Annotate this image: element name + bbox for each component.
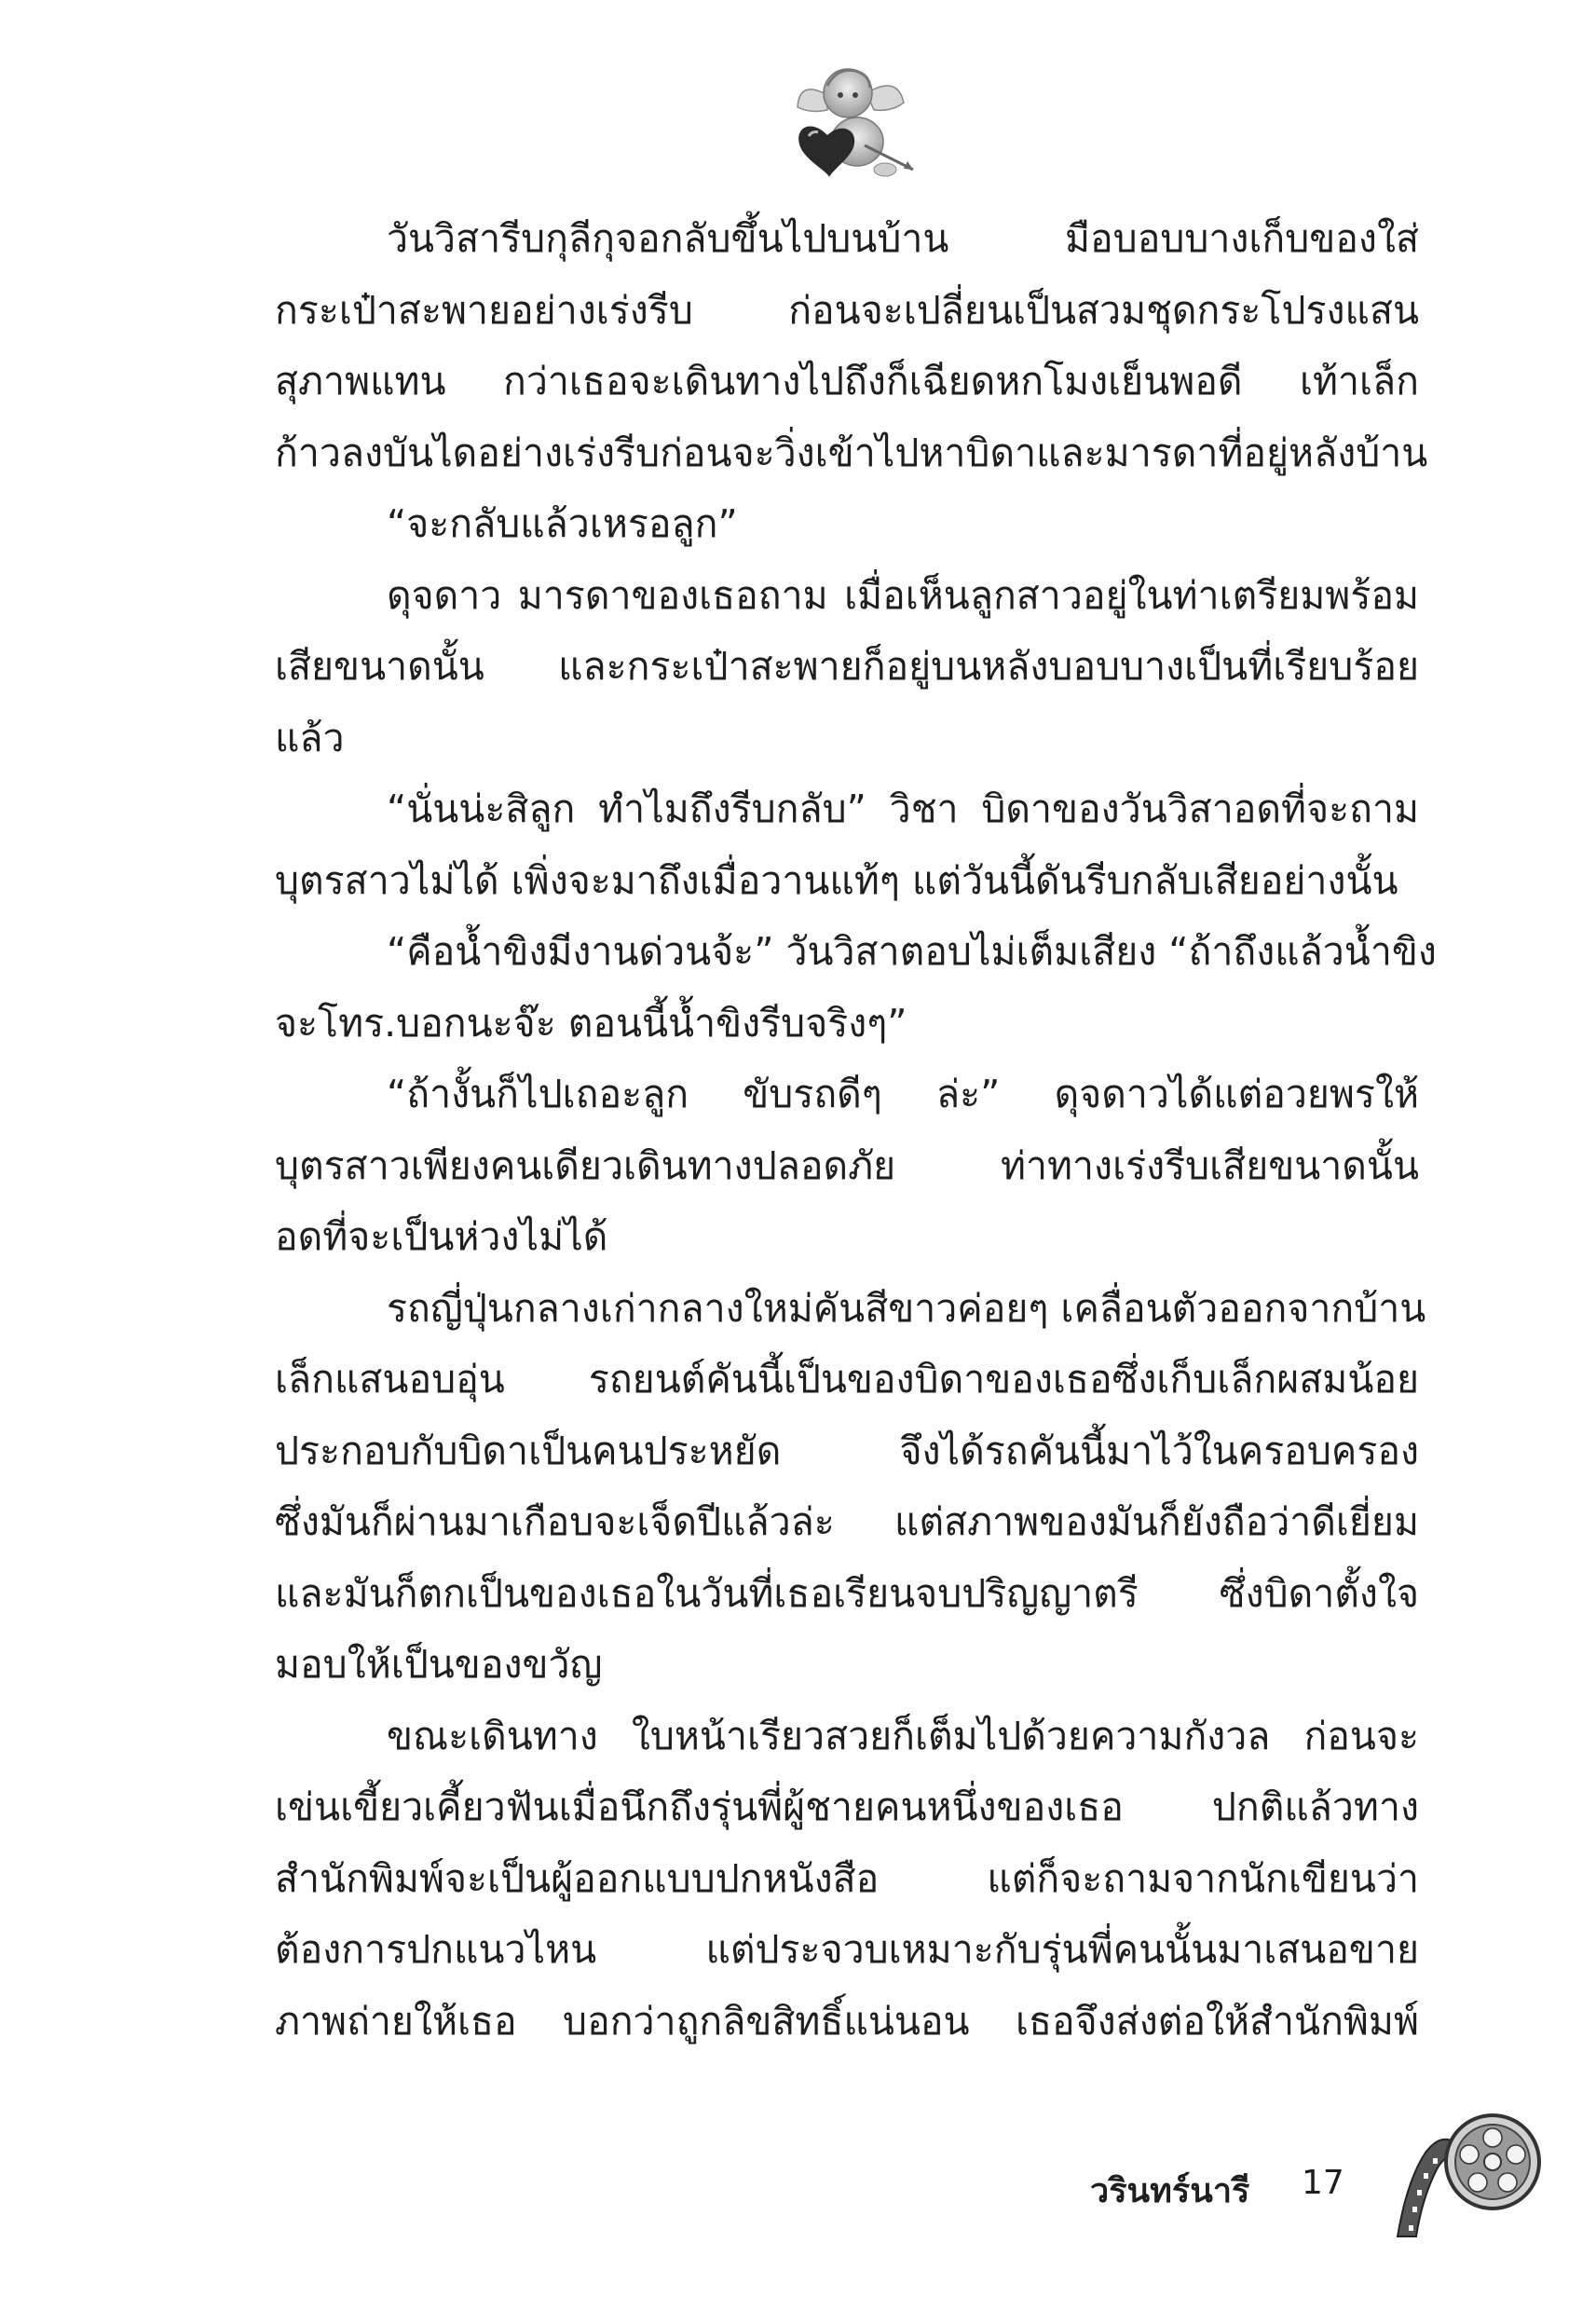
text-line: ต้องการปกแนวไหน แต่ประจวบเหมาะกับรุ่นพี่คนนั้นมาเสนอขาย: [275, 1927, 1419, 1972]
text-line: ภาพถ่ายให้เธอ บอกว่าถูกลิขสิทธิ์แน่นอน เธอจึงส่งต่อให้สำนักพิมพ์: [275, 1998, 1419, 2044]
text-line: จะโทร.บอกนะจ๊ะ ตอนนี้น้ำขิงรีบจริงๆ”: [275, 1000, 907, 1046]
text-line: วันวิสารีบกุลีกุจอกลับขึ้นไปบนบ้าน มือบอบบางเก็บของใส่: [387, 216, 1419, 261]
text-line: มอบให้เป็นของขวัญ: [275, 1642, 603, 1687]
body-text: [275, 203, 1437, 2057]
text-line: บุตรสาวเพียงคนเดียวเดินทางปลอดภัย ท่าทางเร่งรีบเสียขนาดนั้น: [275, 1142, 1419, 1188]
text-line: “ถ้างั้นก็ไปเถอะลูก ขับรถดีๆ ล่ะ” ดุจดาวได้แต่อวยพรให้: [387, 1072, 1419, 1116]
text-line: ก้าวลงบันไดอย่างเร่งรีบก่อนจะวิ่งเข้าไปหาบิดาและมารดาที่อยู่หลังบ้าน: [275, 430, 1428, 475]
text-line: ประกอบกับบิดาเป็นคนประหยัด จึงได้รถคันนี้มาไว้ในครอบครอง: [275, 1428, 1419, 1473]
text-line: กระเป๋าสะพายอย่างเร่งรีบ ก่อนจะเปลี่ยนเป็นสวมชุดกระโปรงแสน: [275, 287, 1419, 333]
text-line: อดที่จะเป็นห่วงไม่ได้: [275, 1214, 608, 1259]
text-line: เล็กแสนอบอุ่น รถยนต์คันนี้เป็นของบิดาของเธอซึ่งเก็บเล็กผสมน้อย: [275, 1357, 1419, 1402]
text-line: ดุจดาว มารดาของเธอถาม เมื่อเห็นลูกสาวอยู่ในท่าเตรียมพร้อม: [387, 572, 1419, 618]
text-line: บุตรสาวไม่ได้ เพิ่งจะมาถึงเมื่อวานแท้ๆ แต่วันนี้ดันรีบกลับเสียอย่างนั้น: [275, 857, 1398, 903]
cupid-with-heart-icon: [781, 56, 921, 186]
text-line: และมันก็ตกเป็นของเธอในวันที่เธอเรียนจบปริญญาตรี ซึ่งบิดาตั้งใจ: [275, 1570, 1419, 1616]
text-line: ขณะเดินทาง ใบหน้าเรียวสวยก็เต็มไปด้วยความกังวล ก่อนจะ: [387, 1713, 1419, 1758]
text-line: แล้ว: [275, 715, 345, 760]
page-number: 17: [1302, 2164, 1344, 2202]
text-line: ซึ่งมันก็ผ่านมาเกือบจะเจ็ดปีแล้วล่ะ แต่สภาพของมันก็ยังถือว่าดีเยี่ยม: [275, 1499, 1419, 1544]
text-line: เสียขนาดนั้น และกระเป๋าสะพายก็อยู่บนหลังบอบบางเป็นที่เรียบร้อย: [275, 644, 1419, 689]
text-line: “นั่นน่ะสิลูก ทำไมถึงรีบกลับ” วิชา บิดาของวันวิสาอดที่จะถาม: [387, 786, 1419, 831]
text-line: สุภาพแทน กว่าเธอจะเดินทางไปถึงก็เฉียดหกโมงเย็นพอดี เท้าเล็ก: [275, 359, 1419, 403]
text-line: สำนักพิมพ์จะเป็นผู้ออกแบบปกหนังสือ แต่ก็จะถามจากนักเขียนว่า: [275, 1855, 1419, 1901]
text-line: เข่นเขี้ยวเคี้ยวฟันเมื่อนึกถึงรุ่นพี่ผู้ชายคนหนึ่งของเธอ ปกติแล้วทาง: [275, 1785, 1419, 1829]
footer-book-title: วรินทร์นารี: [1090, 2172, 1250, 2210]
text-line: รถญี่ปุ่นกลางเก่ากลางใหม่คันสีขาวค่อยๆ เคลื่อนตัวออกจากบ้าน: [387, 1285, 1426, 1331]
text-line: “จะกลับแล้วเหรอลูก”: [387, 501, 738, 546]
text-line: “คือน้ำขิงมีงานด่วนจ้ะ” วันวิสาตอบไม่เต็มเสียง “ถ้าถึงแล้วน้ำขิง: [387, 929, 1437, 974]
film-reel-icon: [1388, 2097, 1547, 2246]
